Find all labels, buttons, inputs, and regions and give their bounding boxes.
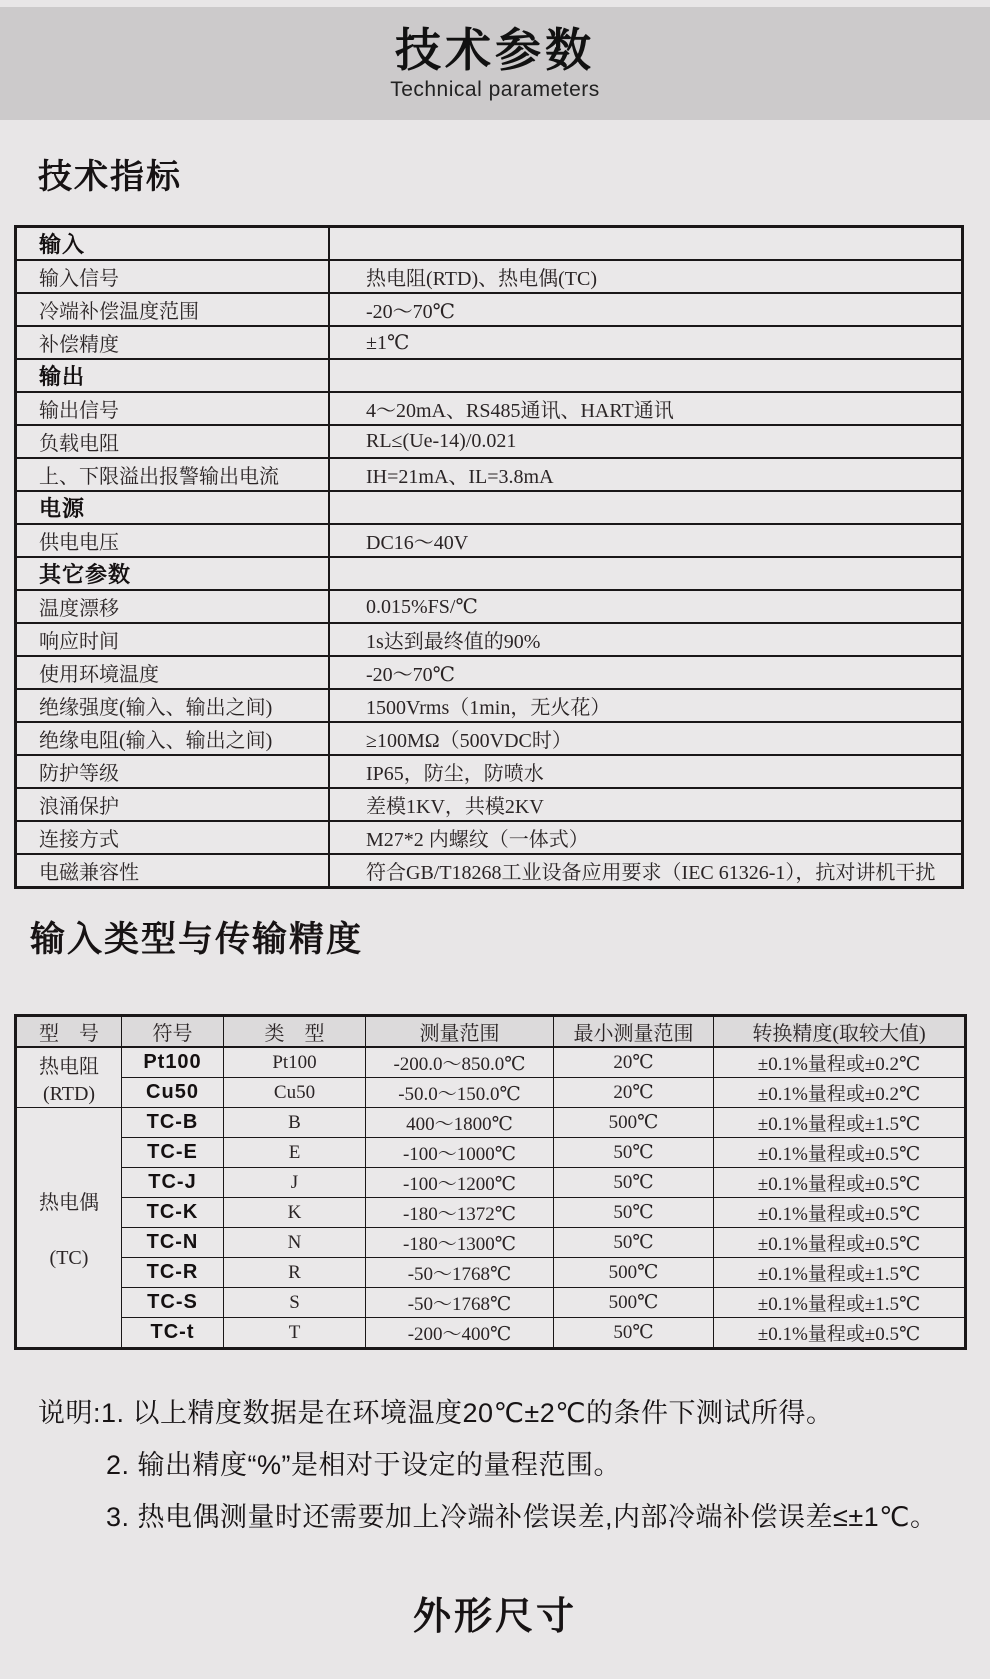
io-table-row (16, 1078, 966, 1108)
spec-row (16, 326, 963, 359)
io-accuracy-cell: ±0.1%量程或±1.5℃ (714, 1288, 966, 1318)
io-model-code: (RTD) (42, 1082, 96, 1105)
io-column-header: 符号 (122, 1016, 224, 1048)
spec-row-label: 绝缘强度(输入、输出之间) (16, 689, 330, 722)
io-range-cell: -100～1200℃ (366, 1168, 554, 1198)
io-table-row (16, 1228, 966, 1258)
spec-row (16, 458, 963, 491)
io-column-header: 转换精度(取较大值) (714, 1016, 966, 1048)
io-type-cell: T (224, 1318, 366, 1349)
io-accuracy-table (14, 1014, 967, 1350)
io-table-row (16, 1138, 966, 1168)
io-min-range-cell: 50℃ (554, 1168, 714, 1198)
spec-row-value: ≥100MΩ（500VDC时） (329, 722, 963, 755)
io-range-cell: -200～400℃ (366, 1318, 554, 1349)
io-accuracy-cell: ±0.1%量程或±0.5℃ (714, 1198, 966, 1228)
spec-row-value: -20～70℃ (329, 293, 963, 326)
io-symbol-cell: TC-S (122, 1288, 224, 1318)
spec-row (16, 392, 963, 425)
io-min-range-cell: 50℃ (554, 1318, 714, 1349)
spec-section-row (16, 227, 963, 261)
io-accuracy-cell: ±0.1%量程或±1.5℃ (714, 1258, 966, 1288)
io-column-header: 测量范围 (366, 1016, 554, 1048)
io-min-range-cell: 50℃ (554, 1228, 714, 1258)
spec-row-label: 冷端补偿温度范围 (16, 293, 330, 326)
spec-row (16, 293, 963, 326)
spec-row-value: RL≤(Ue-14)/0.021 (329, 425, 963, 458)
io-type-cell: K (224, 1198, 366, 1228)
spec-row-value: DC16～40V (329, 524, 963, 557)
spec-row-label: 温度漂移 (16, 590, 330, 623)
io-table-row (16, 1108, 966, 1138)
io-min-range-cell: 50℃ (554, 1138, 714, 1168)
spec-row-value: ±1℃ (329, 326, 963, 359)
io-range-cell: -200.0～850.0℃ (366, 1047, 554, 1078)
note-line (106, 1452, 968, 1479)
io-table-row (16, 1318, 966, 1349)
io-symbol-cell: TC-B (122, 1108, 224, 1138)
io-range-cell: -100～1000℃ (366, 1138, 554, 1168)
spec-section-row (16, 557, 963, 590)
io-range-cell: -180～1300℃ (366, 1228, 554, 1258)
io-min-range-cell: 20℃ (554, 1078, 714, 1108)
spec-row (16, 854, 963, 888)
io-range-cell: -50～1768℃ (366, 1288, 554, 1318)
spec-row-label: 防护等级 (16, 755, 330, 788)
spec-row-label: 输入 (16, 227, 330, 261)
notes (38, 1400, 968, 1556)
note-prefix: 说明: (38, 1398, 102, 1428)
spec-row (16, 656, 963, 689)
io-symbol-cell: Pt100 (122, 1047, 224, 1078)
spec-row-value (329, 359, 963, 392)
io-type-cell: N (224, 1228, 366, 1258)
note-text: 2. 输出精度“%”是相对于设定的量程范围。 (106, 1450, 622, 1480)
spec-row-value: 0.015%FS/℃ (329, 590, 963, 623)
spec-row-label: 使用环境温度 (16, 656, 330, 689)
section-heading-technical-specs: 技术指标 (38, 158, 182, 196)
spec-row (16, 590, 963, 623)
io-range-cell: -180～1372℃ (366, 1198, 554, 1228)
page-header-band (0, 7, 990, 120)
spec-row-label: 补偿精度 (16, 326, 330, 359)
spec-row-value: M27*2 内螺纹（一体式） (329, 821, 963, 854)
spec-row-label: 其它参数 (16, 557, 330, 590)
io-symbol-cell: TC-t (122, 1318, 224, 1349)
io-table-row (16, 1288, 966, 1318)
io-accuracy-cell: ±0.1%量程或±0.5℃ (714, 1228, 966, 1258)
io-accuracy-cell: ±0.1%量程或±1.5℃ (714, 1108, 966, 1138)
spec-row (16, 623, 963, 656)
io-min-range-cell: 20℃ (554, 1047, 714, 1078)
io-symbol-cell: TC-J (122, 1168, 224, 1198)
spec-row-value: 1s达到最终值的90% (329, 623, 963, 656)
spec-row-label: 输出 (16, 359, 330, 392)
io-type-cell: E (224, 1138, 366, 1168)
spec-row-value: 热电阻(RTD)、热电偶(TC) (329, 260, 963, 293)
io-type-cell: R (224, 1258, 366, 1288)
spec-row-value: 4～20mA、RS485通讯、HART通讯 (329, 392, 963, 425)
spec-row-value (329, 227, 963, 261)
io-model-cell (16, 1047, 122, 1108)
io-model-name: 热电偶 (39, 1191, 99, 1214)
page-subtitle: Technical parameters (390, 77, 600, 101)
spec-row-label: 连接方式 (16, 821, 330, 854)
spec-row-value (329, 557, 963, 590)
section-heading-input-type-accuracy: 输入类型与传输精度 (30, 920, 364, 959)
io-accuracy-cell: ±0.1%量程或±0.2℃ (714, 1078, 966, 1108)
spec-row (16, 524, 963, 557)
io-symbol-cell: TC-K (122, 1198, 224, 1228)
spec-section-row (16, 359, 963, 392)
io-column-header: 最小测量范围 (554, 1016, 714, 1048)
page-title: 技术参数 (395, 24, 595, 77)
section-heading-outline-dimensions: 外形尺寸 (412, 1596, 577, 1638)
io-column-header: 类 型 (224, 1016, 366, 1048)
note-text: 3. 热电偶测量时还需要加上冷端补偿误差,内部冷端补偿误差≤±1℃。 (106, 1502, 938, 1532)
spec-row (16, 788, 963, 821)
note-text: 1. 以上精度数据是在环境温度20℃±2℃的条件下测试所得。 (101, 1398, 834, 1428)
spec-row-label: 负载电阻 (16, 425, 330, 458)
spec-row-label: 电磁兼容性 (16, 854, 330, 888)
io-type-cell: B (224, 1108, 366, 1138)
spec-row-label: 绝缘电阻(输入、输出之间) (16, 722, 330, 755)
spec-row-value: 差模1KV，共模2KV (329, 788, 963, 821)
spec-row-label: 浪涌保护 (16, 788, 330, 821)
spec-row (16, 755, 963, 788)
io-table-header-row (16, 1016, 966, 1048)
io-model-cell (16, 1108, 122, 1349)
io-symbol-cell: TC-N (122, 1228, 224, 1258)
spec-row (16, 722, 963, 755)
io-range-cell: 400～1800℃ (366, 1108, 554, 1138)
io-table-row (16, 1258, 966, 1288)
spec-table (14, 225, 964, 889)
io-accuracy-cell: ±0.1%量程或±0.5℃ (714, 1138, 966, 1168)
io-min-range-cell: 500℃ (554, 1288, 714, 1318)
spec-row-label: 电源 (16, 491, 330, 524)
io-min-range-cell: 500℃ (554, 1108, 714, 1138)
io-accuracy-cell: ±0.1%量程或±0.5℃ (714, 1318, 966, 1349)
io-column-header: 型 号 (16, 1016, 122, 1048)
io-symbol-cell: TC-R (122, 1258, 224, 1288)
spec-row-value: 符合GB/T18268工业设备应用要求（IEC 61326-1），抗对讲机干扰 (329, 854, 963, 888)
spec-row-value: 1500Vrms（1min，无火花） (329, 689, 963, 722)
spec-row (16, 821, 963, 854)
spec-row-value (329, 491, 963, 524)
note-line (38, 1400, 968, 1427)
note-line (106, 1504, 968, 1531)
spec-section-row (16, 491, 963, 524)
spec-row-label: 响应时间 (16, 623, 330, 656)
io-range-cell: -50～1768℃ (366, 1258, 554, 1288)
io-symbol-cell: Cu50 (122, 1078, 224, 1108)
io-type-cell: S (224, 1288, 366, 1318)
io-accuracy-cell: ±0.1%量程或±0.2℃ (714, 1047, 966, 1078)
io-min-range-cell: 500℃ (554, 1258, 714, 1288)
spec-row-label: 输出信号 (16, 392, 330, 425)
spec-row (16, 689, 963, 722)
io-symbol-cell: TC-E (122, 1138, 224, 1168)
io-model-code: (TC) (49, 1246, 89, 1269)
io-range-cell: -50.0～150.0℃ (366, 1078, 554, 1108)
spec-row-label: 上、下限溢出报警输出电流 (16, 458, 330, 491)
io-min-range-cell: 50℃ (554, 1198, 714, 1228)
io-type-cell: J (224, 1168, 366, 1198)
io-type-cell: Cu50 (224, 1078, 366, 1108)
io-accuracy-cell: ±0.1%量程或±0.5℃ (714, 1168, 966, 1198)
spec-row-label: 供电电压 (16, 524, 330, 557)
io-type-cell: Pt100 (224, 1047, 366, 1078)
spec-row-value: -20～70℃ (329, 656, 963, 689)
spec-row-value: IH=21mA、IL=3.8mA (329, 458, 963, 491)
spec-row-label: 输入信号 (16, 260, 330, 293)
spec-row-value: IP65，防尘，防喷水 (329, 755, 963, 788)
spec-row (16, 425, 963, 458)
spec-row (16, 260, 963, 293)
io-table-row (16, 1168, 966, 1198)
io-model-name: 热电阻 (39, 1055, 99, 1078)
io-table-row (16, 1198, 966, 1228)
io-table-row (16, 1047, 966, 1078)
